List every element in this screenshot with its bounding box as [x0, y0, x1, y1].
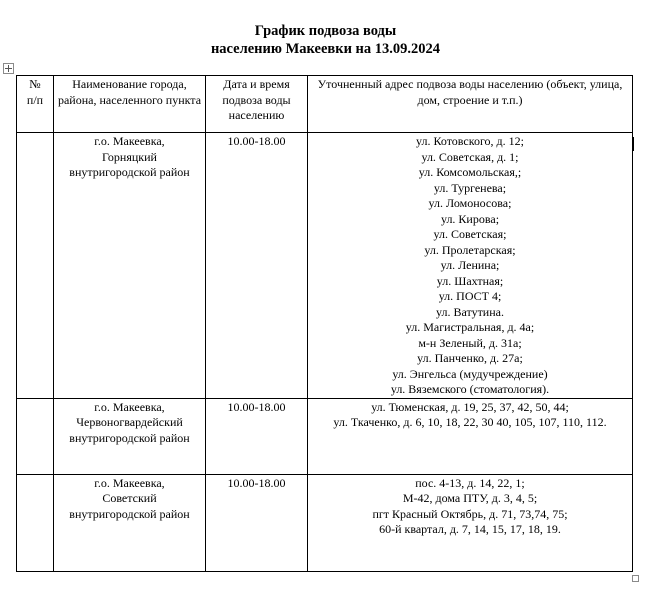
table-resize-icon[interactable] — [632, 575, 639, 582]
header-time: Дата и время подвоза воды населению — [206, 76, 308, 133]
cell-time[interactable]: 10.00-18.00 — [206, 474, 308, 571]
address-line: ул. Магистральная, д. 4а; — [405, 320, 535, 334]
address-line: ул. Панченко, д. 27а; — [417, 351, 523, 365]
address-line: ул. Ленина; — [440, 258, 500, 272]
table-row — [17, 133, 633, 399]
address-line: ул. Вяземского (стоматология). — [390, 382, 550, 396]
table-header-row — [17, 76, 633, 133]
table-move-icon[interactable] — [3, 63, 14, 74]
text-cursor — [633, 137, 634, 151]
address-line: ул. ПОСТ 4; — [438, 289, 502, 303]
address-line: м-н Зеленый, д. 31а; — [418, 335, 522, 350]
address-line: ул. Ломоносова; — [428, 196, 512, 210]
header-num: № п/п — [17, 76, 54, 133]
address-line: ул. Ткаченко, д. 6, 10, 18, 22, 30 40, 105, 107, 110, 112. — [333, 415, 607, 429]
table-row — [17, 398, 633, 474]
cell-place[interactable]: г.о. Макеевка, Советский внутригородской район — [54, 474, 206, 571]
address-line: ул. Энгельса (мудучреждение) — [392, 366, 548, 381]
address-line: ул. Шахтная; — [436, 273, 504, 288]
cell-num[interactable] — [17, 398, 54, 474]
cell-place[interactable]: г.о. Макеевка, Червоногвардейский внутригородской район — [54, 398, 206, 474]
header-address: Уточненный адрес подвоза воды населению (объект, улица, дом, строение и т.п.) — [308, 76, 633, 133]
address-line: ул. Ватутина. — [436, 304, 504, 319]
cell-place[interactable]: г.о. Макеевка, Горняцкий внутригородской район — [54, 133, 206, 399]
address-line: ул. Кирова; — [440, 211, 500, 226]
cell-time[interactable]: 10.00-18.00 — [206, 398, 308, 474]
cell-num[interactable] — [17, 133, 54, 399]
address-line: пос. 4-13, д. 14, 22, 1; — [415, 475, 525, 490]
cell-num[interactable] — [17, 474, 54, 571]
header-place: Наименование города, района, населенного пункта — [54, 76, 206, 133]
address-line: пгт Красный Октябрь, д. 71, 73,74, 75; — [372, 506, 568, 521]
table-row — [17, 474, 633, 571]
address-line: ул. Комсомольская,; — [418, 165, 522, 179]
document-title — [0, 22, 651, 58]
address-line: ул. Пролетарская; — [424, 242, 516, 257]
cell-address[interactable] — [308, 133, 633, 399]
water-schedule-table — [16, 75, 633, 572]
title-line-2: населению Макеевки на 13.09.2024 — [210, 41, 441, 57]
address-line: ул. Котовского, д. 12; — [416, 134, 524, 148]
address-line: ул. Советская, д. 1; — [421, 149, 519, 164]
address-line: 60-й квартал, д. 7, 14, 15, 17, 18, 19. — [379, 522, 561, 536]
title-line-1: График подвоза воды — [254, 23, 397, 39]
address-line: ул. Тюменская, д. 19, 25, 37, 42, 50, 44; — [371, 399, 569, 414]
cell-address[interactable] — [308, 474, 633, 571]
address-line: ул. Тургенева; — [433, 180, 507, 195]
cell-address[interactable] — [308, 398, 633, 474]
cell-time[interactable]: 10.00-18.00 — [206, 133, 308, 399]
address-line: М-42, дома ПТУ, д. 3, 4, 5; — [402, 491, 538, 505]
address-line: ул. Советская; — [433, 227, 507, 241]
